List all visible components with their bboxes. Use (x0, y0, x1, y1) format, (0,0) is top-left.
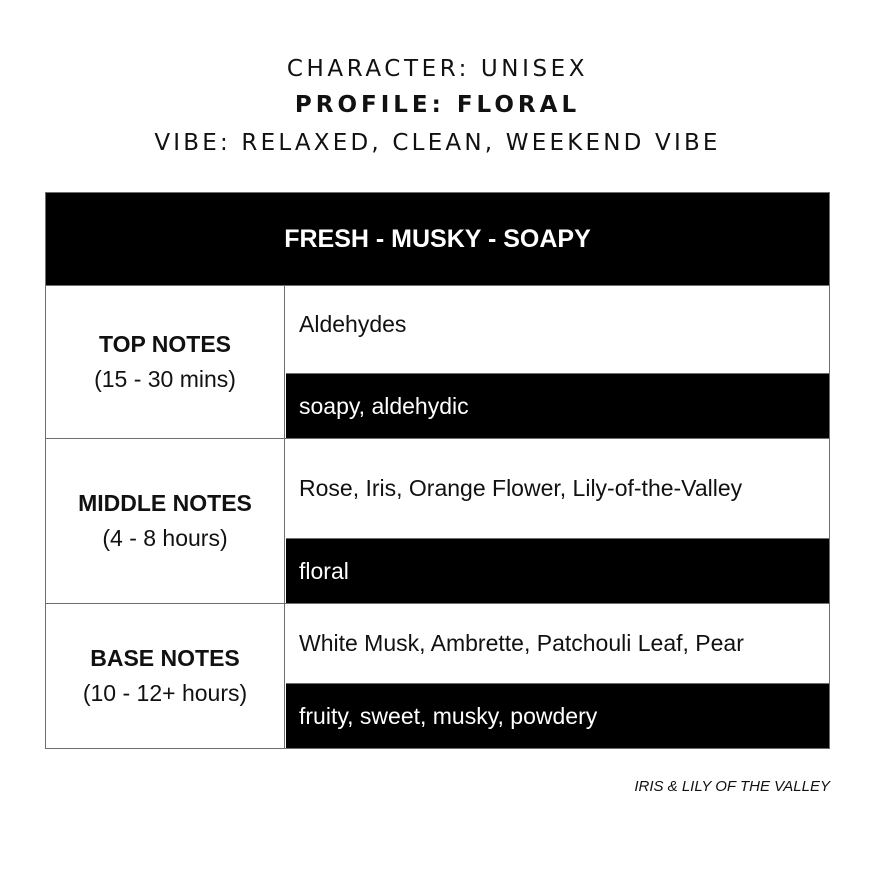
base-notes-accords: fruity, sweet, musky, powdery (286, 684, 829, 748)
note-name: MIDDLE NOTES (78, 490, 252, 516)
note-duration: (15 - 30 mins) (94, 366, 236, 392)
base-notes-ingredients: White Musk, Ambrette, Patchouli Leaf, Pear (286, 604, 829, 683)
fragrance-name: IRIS & LILY OF THE VALLEY (634, 778, 830, 795)
top-notes-label (46, 286, 285, 438)
profile-line: PROFILE: FLORAL (294, 92, 581, 118)
character-line: CHARACTER: UNISEX (286, 56, 589, 82)
note-name: BASE NOTES (90, 645, 240, 671)
note-name: TOP NOTES (98, 331, 232, 357)
table-title: FRESH - MUSKY - SOAPY (46, 193, 829, 286)
top-notes-ingredients: Aldehydes (286, 286, 829, 373)
notes-table (45, 192, 830, 749)
middle-notes-ingredients: Rose, Iris, Orange Flower, Lily-of-the-Valley (286, 439, 829, 538)
top-notes-accords: soapy, aldehydic (286, 374, 829, 438)
note-duration: (10 - 12+ hours) (82, 680, 248, 706)
vibe-line: VIBE: RELAXED, CLEAN, WEEKEND VIBE (154, 130, 721, 156)
middle-notes-accords: floral (286, 539, 829, 603)
note-duration: (4 - 8 hours) (102, 525, 228, 551)
base-notes-label (46, 604, 285, 748)
middle-notes-label (46, 439, 285, 603)
